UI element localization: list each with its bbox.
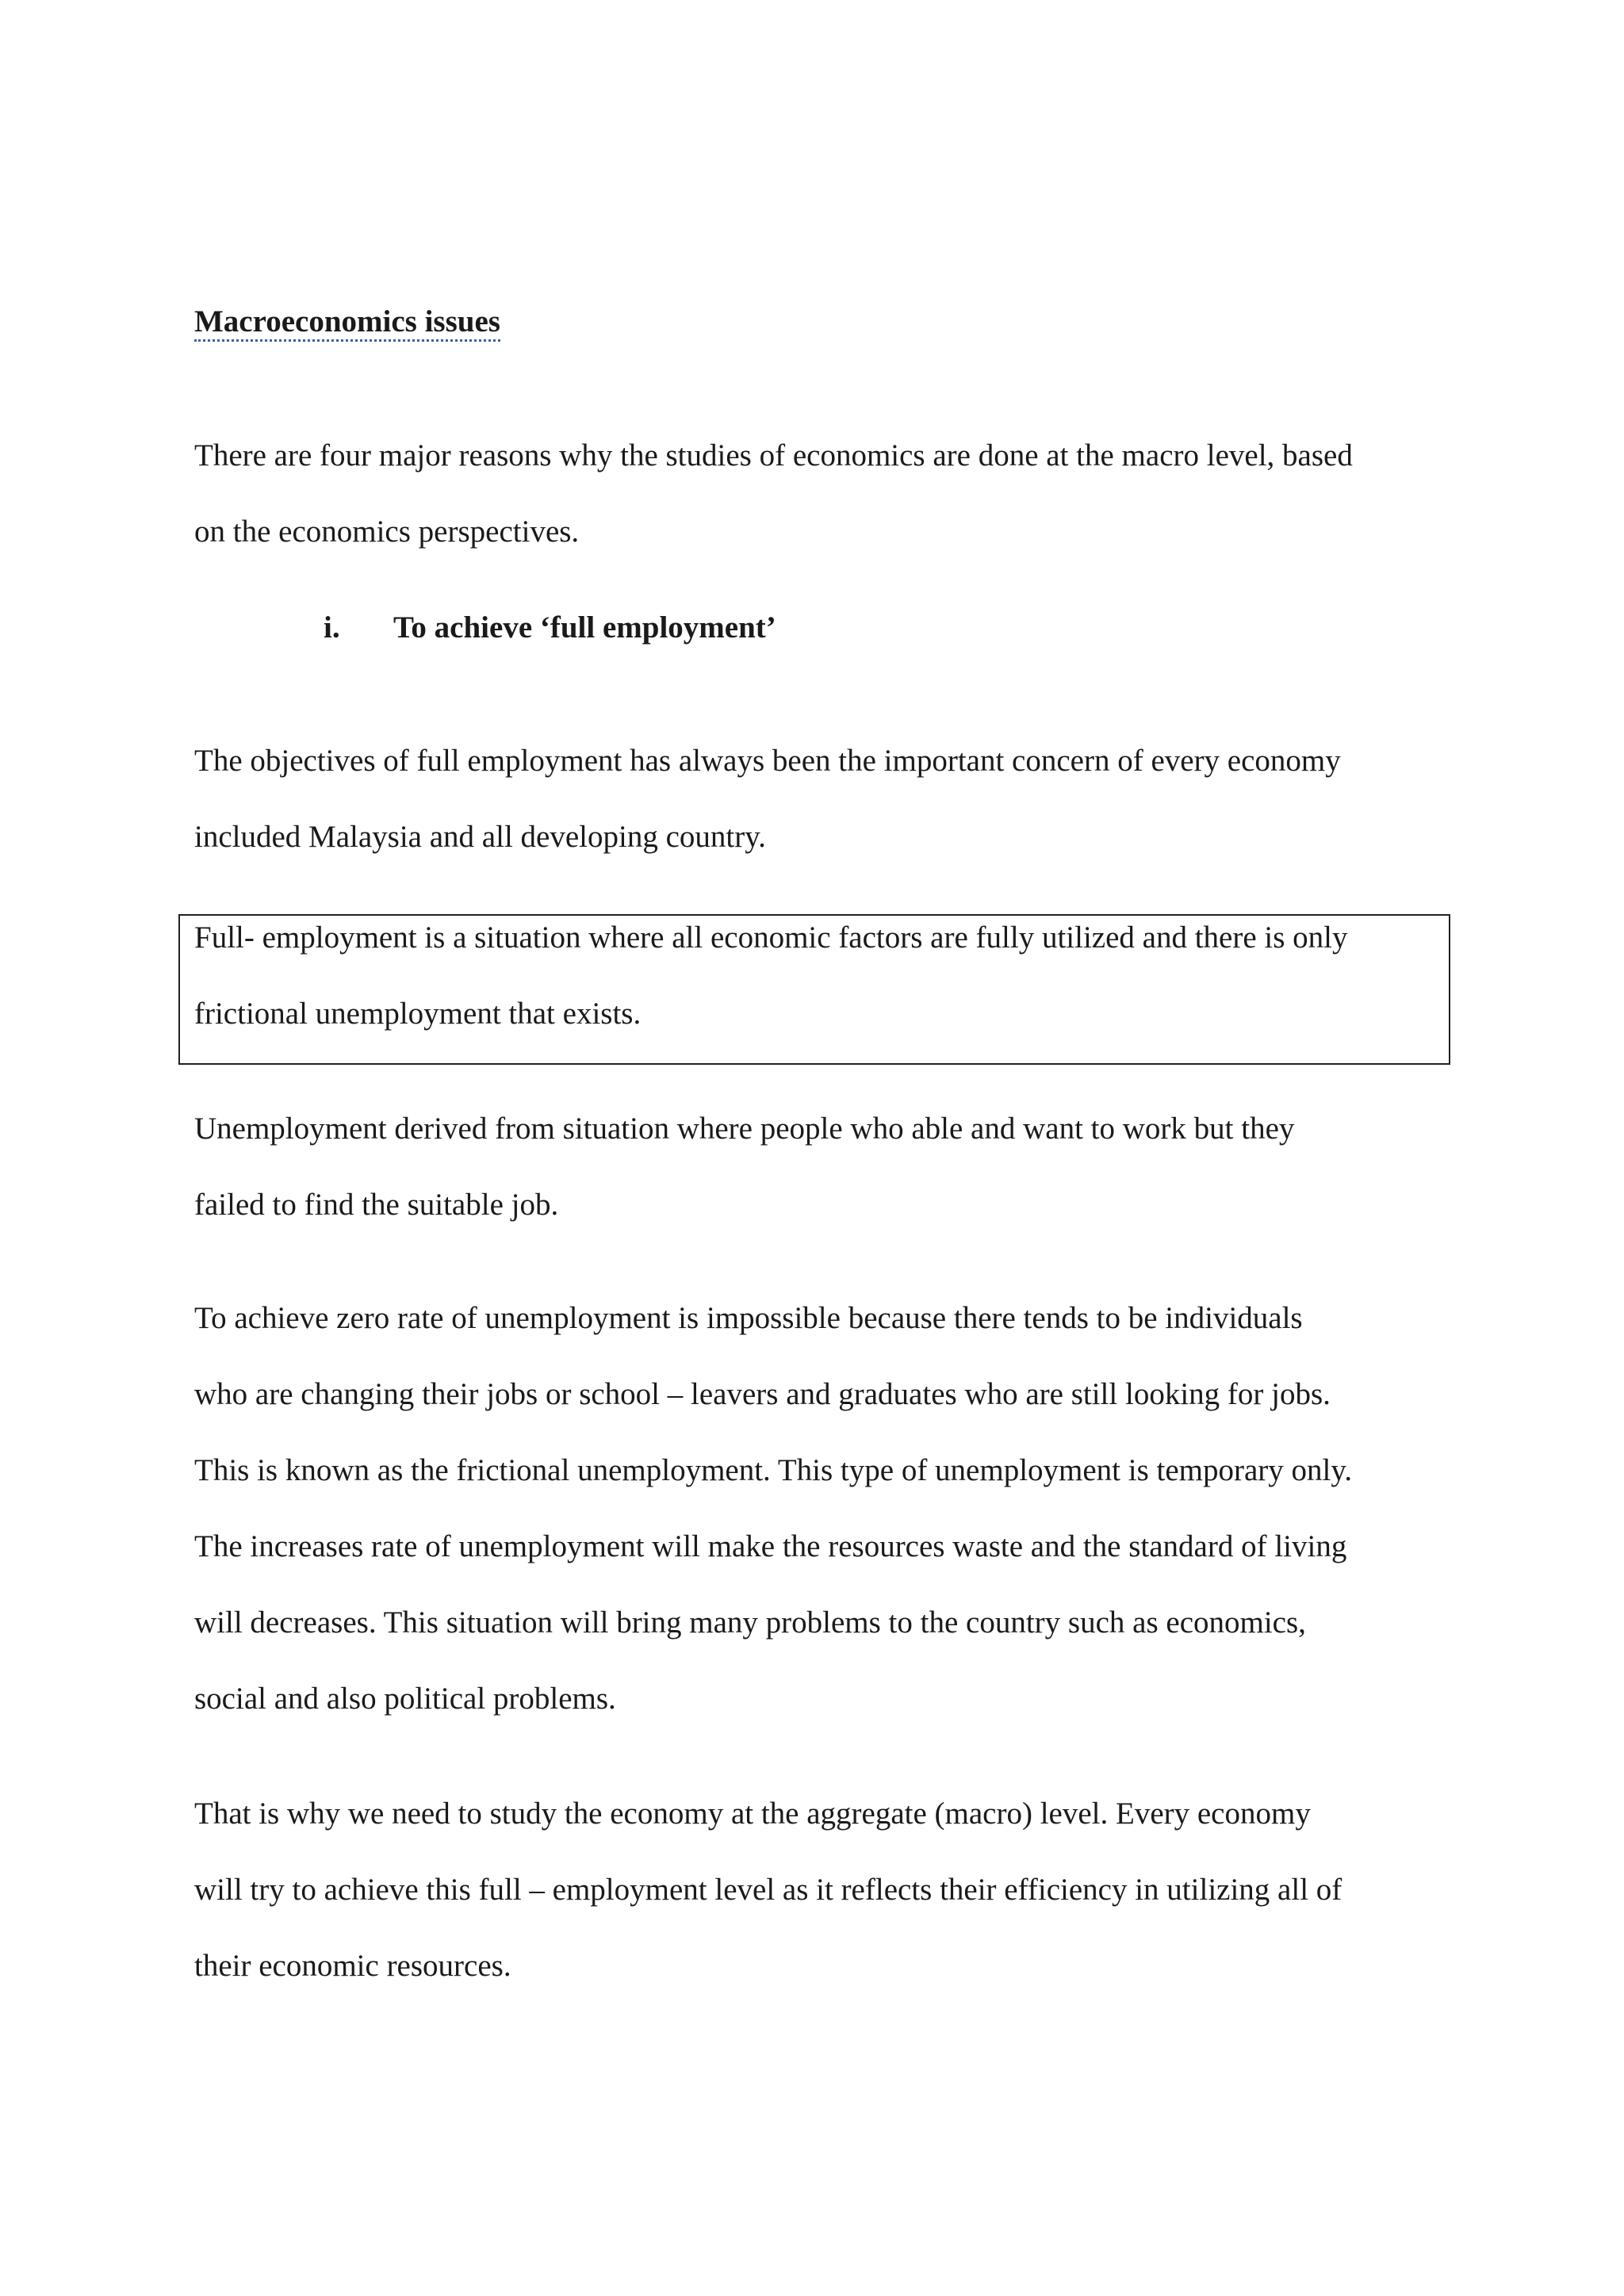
objective-paragraph [194,723,1463,875]
unemployment-line: failed to find the suitable job. [194,1188,559,1222]
conclusion-line: their economic resources. [194,1949,511,1983]
list-item-title: To achieve ‘full employment’ [393,610,776,645]
zero-rate-paragraph [194,1280,1463,1737]
definition-paragraph [194,900,1463,1052]
conclusion-line: will try to achieve this full – employment level as it reflects their efficiency in utilizing all of [194,1873,1342,1907]
section-heading: Macroeconomics issues [194,306,500,342]
objective-line: included Malaysia and all developing country. [194,820,766,854]
list-item-heading [324,612,776,643]
intro-paragraph [194,418,1463,570]
intro-line: There are four major reasons why the studies of economics are done at the macro level, based [194,438,1353,473]
intro-line: on the economics perspectives. [194,515,580,549]
zero-rate-line: This is known as the frictional unemployment. This type of unemployment is temporary only. [194,1453,1353,1487]
conclusion-line: That is why we need to study the economy at the aggregate (macro) level. Every economy [194,1797,1311,1831]
conclusion-paragraph [194,1776,1463,2004]
objective-line: The objectives of full employment has always been the important concern of every economy [194,744,1341,778]
unemployment-line: Unemployment derived from situation where people who able and want to work but they [194,1112,1295,1146]
list-item-number: i. [324,610,340,645]
zero-rate-line: social and also political problems. [194,1682,616,1716]
unemployment-paragraph [194,1091,1463,1243]
definition-line: frictional unemployment that exists. [194,997,642,1031]
definition-line: Full- employment is a situation where all economic factors are fully utilized and there is only [194,920,1348,955]
zero-rate-line: The increases rate of unemployment will make the resources waste and the standard of living [194,1529,1347,1563]
zero-rate-line: To achieve zero rate of unemployment is impossible because there tends to be individuals [194,1301,1303,1335]
zero-rate-line: who are changing their jobs or school – leavers and graduates who are still looking for jobs. [194,1377,1331,1411]
zero-rate-line: will decreases. This situation will bring many problems to the country such as economics, [194,1605,1306,1640]
